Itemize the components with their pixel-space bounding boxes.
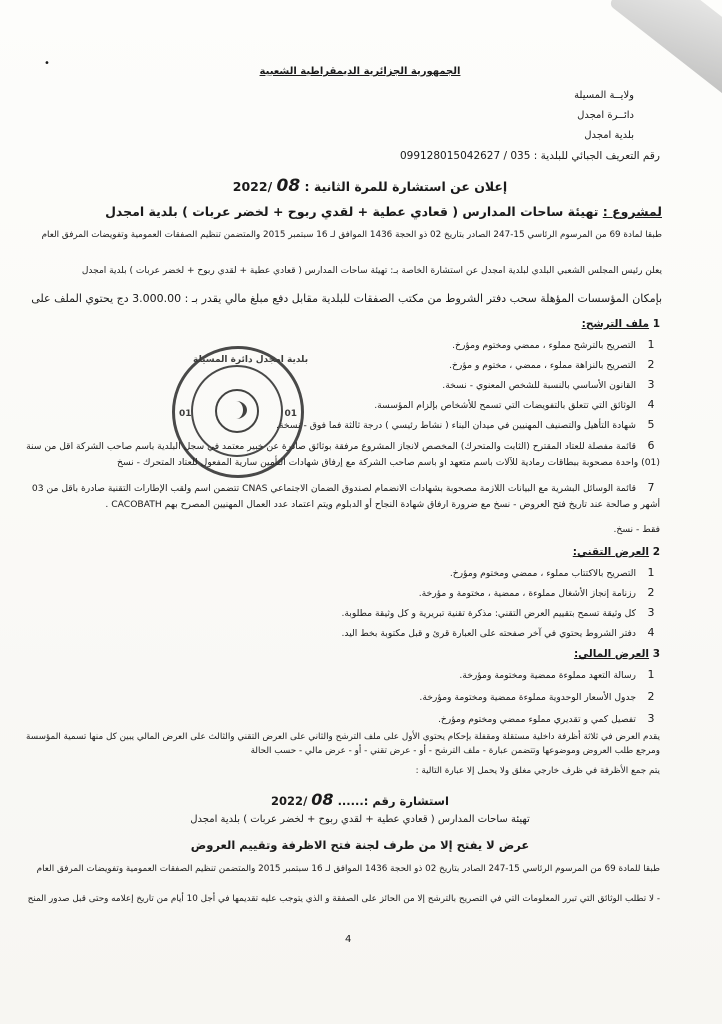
item-text: قائمة الوسائل البشرية مع البيانات اللازمة مصحوبة بشهادات الانضمام لصندوق الضمان الاجتماعي CNAS تتضمن اسم ولقب الإطارات التقنية صادرة باقل من 03 أشهر و صالحة عند تاريخ فتح العروض - نسخ مع ضرورة ارفاق شهادة النجاح أو الدبلوم ويتم اعتماد عدد العمال المهنيين المصرح بهم CACOBATH . <box>31 483 660 510</box>
list-item <box>438 712 660 725</box>
consult-year: /2022 <box>271 794 308 808</box>
item-text: الوثائق التي تتعلق بالتفويضات التي تسمح للأشخاص بإلزام المؤسسة. <box>374 400 636 411</box>
announcement-title <box>210 176 530 196</box>
item-number: 4 <box>647 626 655 639</box>
list-item <box>419 586 660 599</box>
list-item <box>450 566 660 579</box>
tax-id-line <box>400 150 660 162</box>
section-number: 2 <box>652 546 660 558</box>
footer-legal-1: طبقا للمادة 69 من المرسوم الرئاسي 15-247 الصادر بتاريخ 02 ذو الحجة 1436 الموافق لـ 16 سبتمبر 2015 والمتضمن تنظيم الصفقات العمومية وتفويضات المرفق العام <box>36 864 660 874</box>
stamp-ring-text: بلدية امجدل دائرة المسيلة <box>193 355 309 365</box>
item-text: التصريح بالترشح مملوء ، ممضي ومختوم ومؤرخ. <box>452 340 636 351</box>
section-title: العرض التقني: <box>572 546 650 558</box>
item-number: 5 <box>647 418 655 431</box>
list-item <box>24 480 660 513</box>
item-text: رسالة التعهد مملوءة ممضية ومختومة ومؤرخة. <box>459 670 636 681</box>
section-candidacy-heading <box>582 318 660 330</box>
stamp-right-number: 01 <box>284 409 297 419</box>
list-item <box>442 378 660 391</box>
list-item <box>452 338 660 351</box>
item-number: 7 <box>647 481 655 494</box>
list-item <box>24 438 660 471</box>
section-title: العرض المالي: <box>573 648 650 660</box>
list-item <box>341 626 660 639</box>
list-item <box>419 690 660 703</box>
item-number: 3 <box>647 606 655 619</box>
legal-reference: طبقا لمادة 69 من المرسوم الرئاسي 15-247 الصادر بتاريخ 02 ذو الحجة 1436 الموافق لـ 16 سبتمبر 2015 والمتضمن تنظيم الصفقات العمومية وتفويضات المرفق العام <box>41 230 662 240</box>
item-number: 2 <box>647 358 655 371</box>
consult-number: 08 <box>311 790 334 809</box>
item-text: فقط - نسخ. <box>613 524 660 535</box>
announcement-number: 08 <box>276 176 301 196</box>
scan-mark: • <box>44 58 50 69</box>
item-number: 2 <box>647 690 655 703</box>
section-technical-heading <box>573 546 660 558</box>
item-text: جدول الأسعار الوحدوية مملوءة ممضية ومختومة ومؤرخة. <box>419 692 636 703</box>
commune-line: بلدية امجدل <box>584 130 634 141</box>
announcement-year: /2022 <box>232 179 273 194</box>
tax-id-label: رقم التعريف الجبائي للبلدية : <box>533 150 660 162</box>
list-item <box>459 668 660 681</box>
item-text: التصريح بالاكتتاب مملوء ، ممضي ومختوم ومؤرخ. <box>449 568 636 579</box>
invite-line: بإمكان المؤسسات المؤهلة سحب دفتر الشروط من مكتب الصفقات للبلدية مقابل دفع مبلغ مالي يقدر بـ : 3.000.00 دج يحتوي الملف على <box>31 292 662 305</box>
official-stamp <box>172 346 309 478</box>
item-text: التصريح بالنزاهة مملوء ، ممضي ، مختوم و مؤرخ. <box>449 360 636 371</box>
item-number: 1 <box>647 566 655 579</box>
consult-label: استشارة رقم :...... <box>337 794 449 808</box>
item-number: 2 <box>647 586 655 599</box>
item-text: دفتر الشروط يحتوي في آخر صفحته على العبارة قرئ و قبل مكتوبة بخط اليد. <box>341 628 636 639</box>
envelope-subject: تهيئة ساحات المدارس ( قعادي عطية + لقدي ربوح + لخضر عربات ) بلدية امجدل <box>190 814 530 825</box>
page-number: 4 <box>345 934 352 945</box>
item-text: رزنامة إنجاز الأشغال مملوءة ، ممضية ، مختومة و مؤرخة. <box>418 588 636 599</box>
pen-shadow <box>608 0 722 103</box>
instruction-paragraph: يتم جمع الأظرفة في ظرف خارجي مغلق ولا يحمل إلا عبارة التالية : <box>415 766 660 776</box>
list-item <box>374 398 660 411</box>
section-title: ملف الترشح: <box>581 318 650 330</box>
list-item <box>613 524 660 535</box>
list-item <box>276 418 660 431</box>
project-text: تهيئة ساحات المدارس ( قعادي عطية + لقدي ربوح + لخضر عربات ) بلدية امجدل <box>105 204 599 219</box>
emblem-icon <box>215 389 259 433</box>
list-item <box>341 606 660 619</box>
stamp-left-number: 01 <box>179 409 192 419</box>
item-number: 3 <box>647 712 655 725</box>
crescent-icon <box>225 401 247 419</box>
project-line <box>105 204 662 219</box>
item-text: شهادة التأهيل والتصنيف المهنيين في ميدان البناء ( نشاط رئيسي ) درجة ثالثة فما فوق - نسخة. <box>276 420 636 431</box>
tax-id-number: 099128015042627 / 035 <box>399 150 531 162</box>
footer-legal-2: - لا تطلب الوثائق التي تبرر المعلومات التي في التصريح بالترشح إلا من الحائز على الصفقة و الذي يتوجب عليه تقديمها في أجل 10 أيام من تاريخ إعلامه وحتى قبل صدور المنح <box>27 894 660 904</box>
item-text: كل وثيقة تسمح بتقييم العرض التقني: مذكرة تقنية تبريرية و كل وثيقة مطلوبة. <box>341 608 636 619</box>
instruction-paragraph: يقدم العرض في ثلاثة أظرفة داخلية مستقلة ومقفلة بإحكام يحتوي الأول على ملف الترشح والثاني على العرض التقني والثالث على العرض المالي يبين كل منها تسمية المؤسسة ومرجع طلب العروض وموضوعها وتتضمن عبارة - ملف الترشح - أو - عرض تقني - أو - عرض مالي - حسب الحالة <box>26 732 660 756</box>
section-number: 3 <box>652 648 660 660</box>
item-text: تفصيل كمي و تقديري مملوء ممضي ومختوم ومؤرخ. <box>437 714 636 725</box>
item-number: 1 <box>647 338 655 351</box>
announcement-label: إعلان عن استشارة للمرة الثانية : <box>304 179 508 194</box>
item-number: 1 <box>647 668 655 681</box>
item-text: قائمة مفصلة للعتاد المقترح (الثابت والمتحرك) المخصص لانجاز المشروع مرفقة بوثائق صادرة عن خبير معتمد في سجل البلدية باسم صاحب الشركة اقل من سنة (01) واحدة مصحوبة ببطاقات رمادية للآلات باسم متعهد او باسم صاحب الشركة مع إرفاق شهادات التأمين سارية المفعول للعتاد المتحرك - نسخ <box>26 441 660 468</box>
wilaya-line: ولايــة المسيلة <box>574 90 634 101</box>
list-item <box>449 358 660 371</box>
announce-line: يعلن رئيس المجلس الشعبي البلدي لبلدية امجدل عن استشارة الخاصة بـ: تهيئة ساحات المدارس ( قعادي عطية + لقدي ربوح + لخضر عربات ) بلدية امجدل <box>81 266 662 276</box>
project-label: لمشروع : <box>602 204 662 219</box>
item-number: 6 <box>647 439 655 452</box>
daira-line: دائــرة امجدل <box>577 110 634 121</box>
section-financial-heading <box>574 648 660 660</box>
item-number: 3 <box>647 378 655 391</box>
section-number: 1 <box>652 318 660 330</box>
republic-heading: الجمهورية الجزائرية الديمقراطية الشعبية <box>259 66 461 77</box>
envelope-notice: عرض لا يفتح إلا من طرف لجنة فتح الاظرفة وتقييم العروض <box>190 838 530 852</box>
consult-number-line <box>250 790 470 809</box>
item-text: القانون الأساسي بالنسبة للشخص المعنوي - نسخة. <box>442 380 636 391</box>
item-number: 4 <box>647 398 655 411</box>
